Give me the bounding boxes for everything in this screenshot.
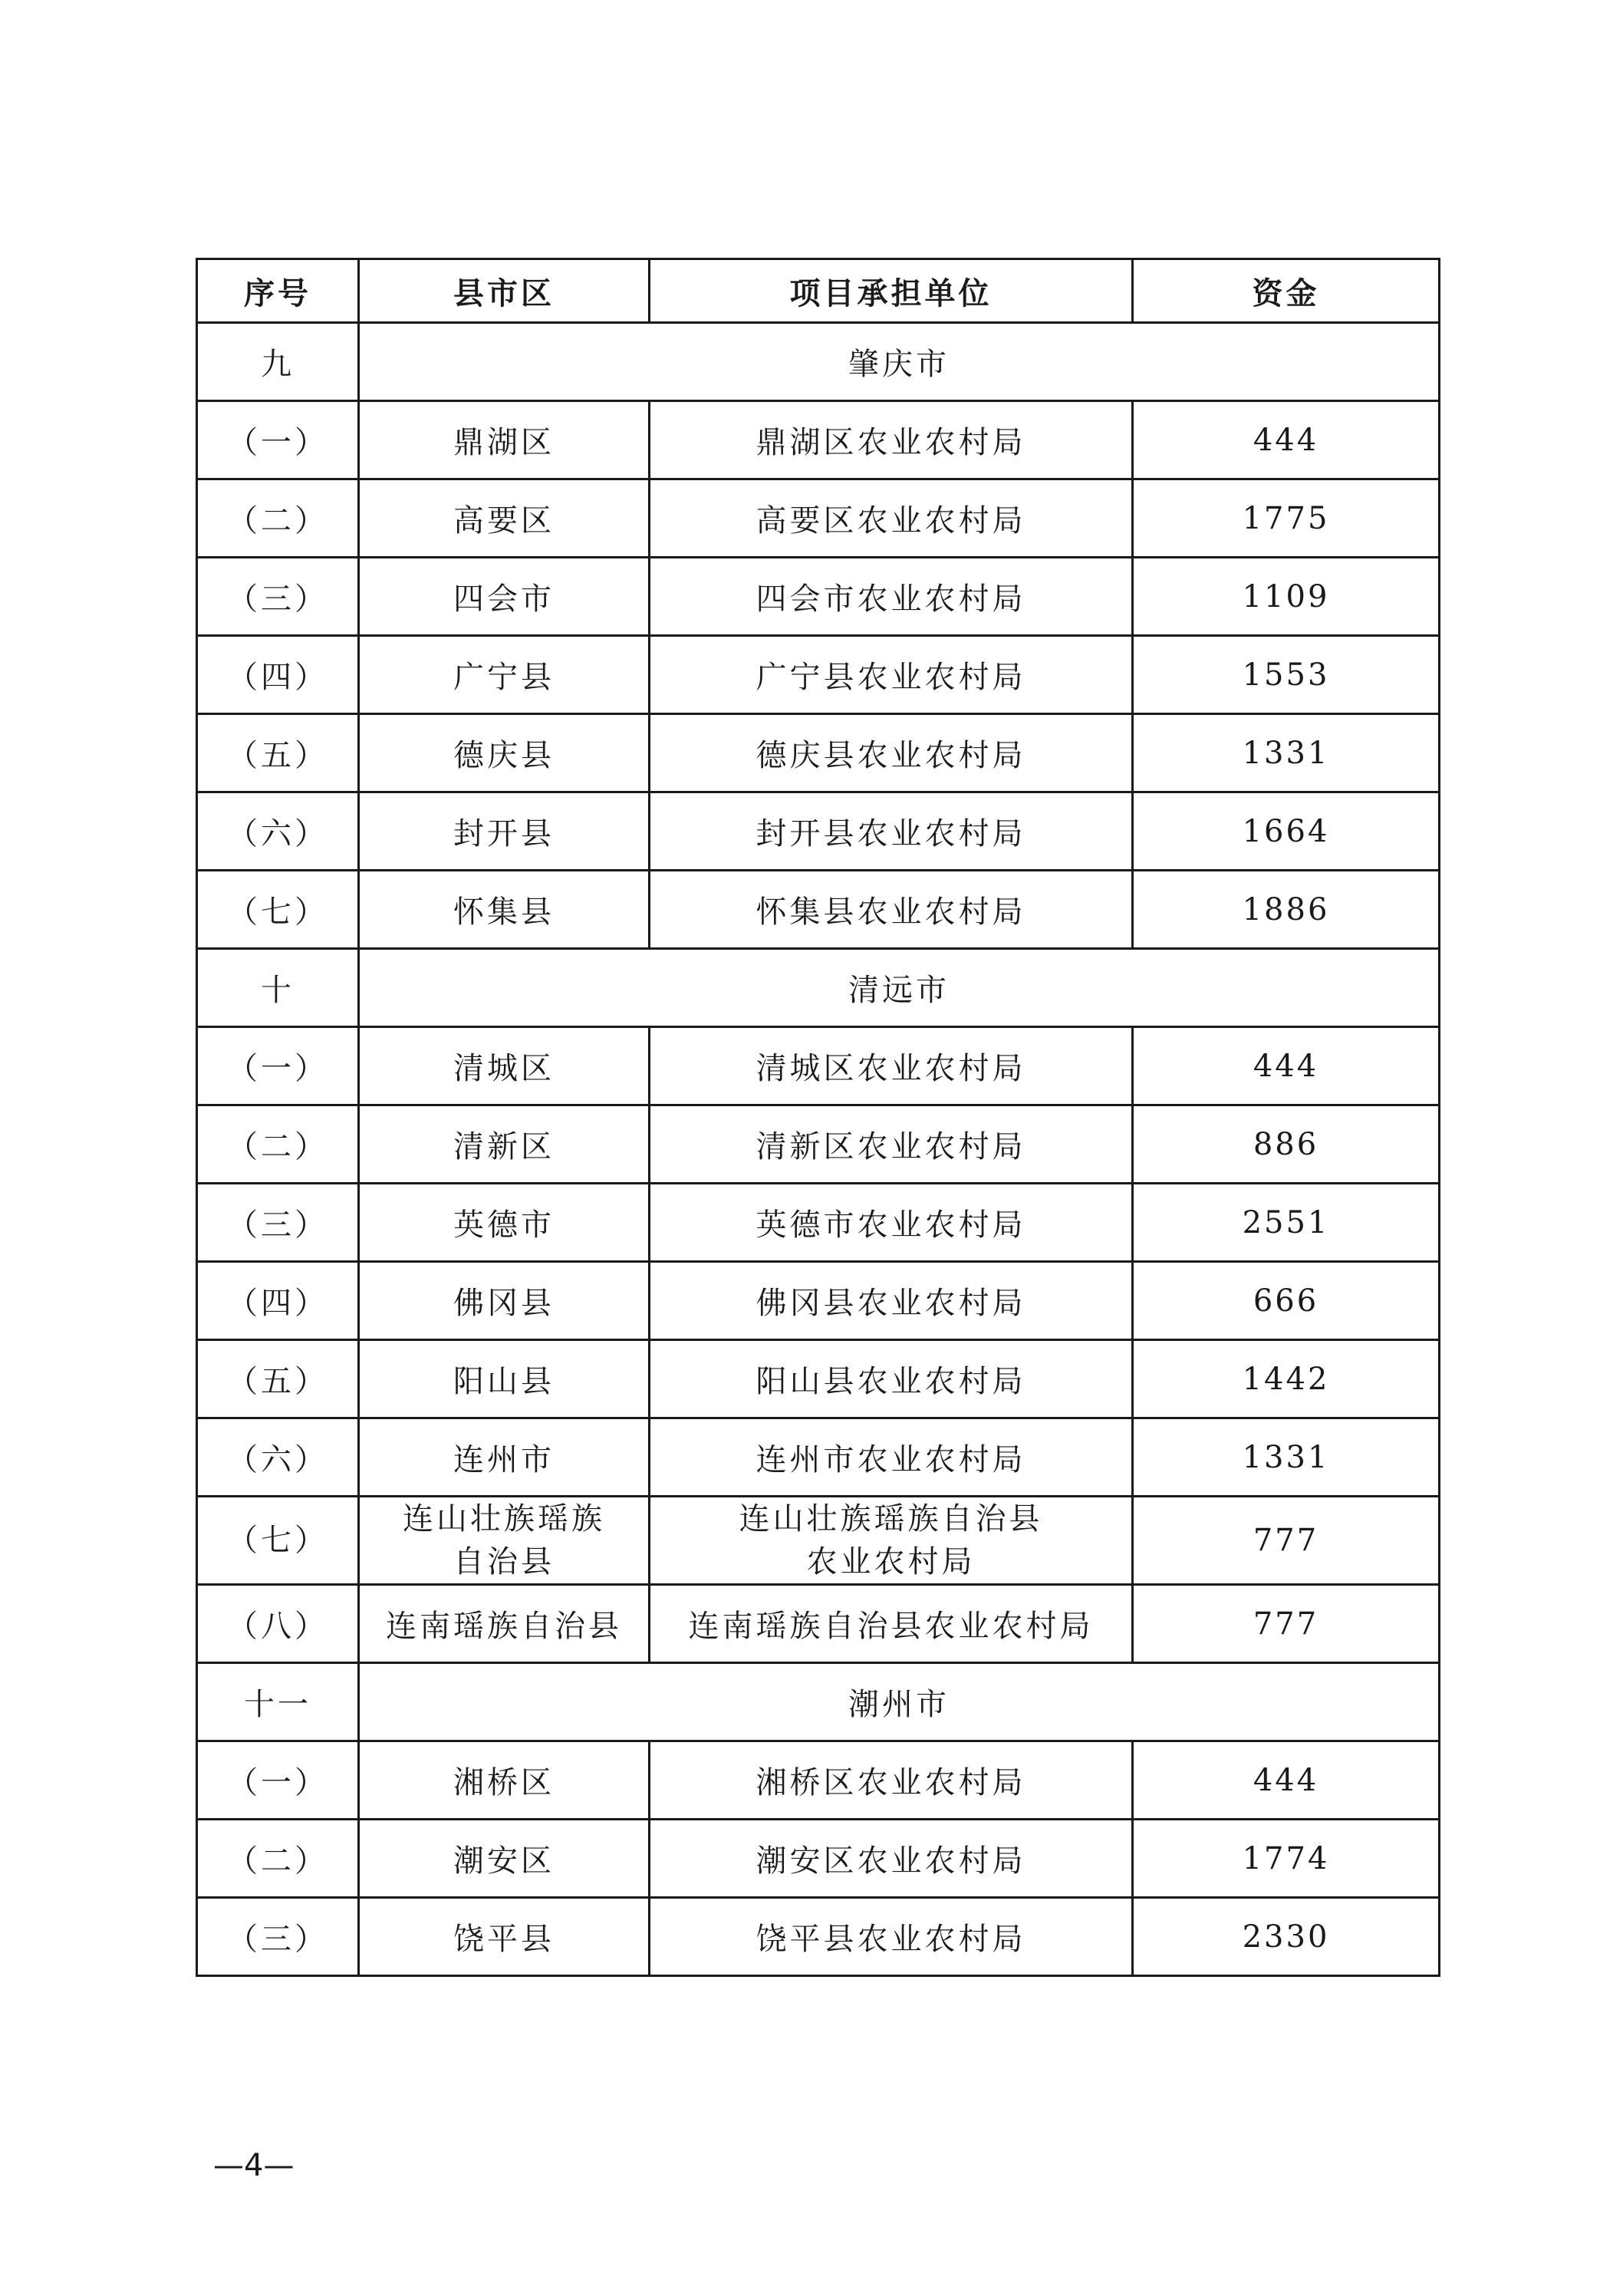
unit-cell — [650, 1497, 1133, 1585]
fund-cell: 1331 — [1133, 714, 1440, 792]
fund-cell: 1886 — [1133, 871, 1440, 949]
section-row — [197, 323, 1440, 401]
unit-cell — [650, 1820, 1133, 1898]
unit-line: 清城区农业农村局 — [756, 1051, 1026, 1086]
county-line: 清新区 — [453, 1129, 555, 1164]
county-cell — [359, 792, 650, 871]
unit-line: 连州市农业农村局 — [756, 1442, 1026, 1477]
page-number: —4— — [213, 2148, 295, 2183]
table-row — [197, 1898, 1440, 1976]
unit-cell — [650, 1105, 1133, 1184]
seq-cell: （一） — [197, 1741, 359, 1820]
county-line: 连州市 — [453, 1442, 555, 1477]
county-cell — [359, 1418, 650, 1497]
seq-cell: （三） — [197, 1898, 359, 1976]
county-cell — [359, 1184, 650, 1262]
county-line: 自治县 — [453, 1544, 555, 1580]
table-row — [197, 1027, 1440, 1105]
fund-cell: 444 — [1133, 1741, 1440, 1820]
fund-cell: 2330 — [1133, 1898, 1440, 1976]
unit-cell — [650, 871, 1133, 949]
county-line: 佛冈县 — [453, 1286, 555, 1321]
county-line: 湘桥区 — [453, 1765, 555, 1800]
county-line: 饶平县 — [453, 1922, 555, 1957]
county-line: 英德市 — [453, 1207, 555, 1243]
section-row — [197, 949, 1440, 1027]
county-cell — [359, 1340, 650, 1418]
unit-cell — [650, 1585, 1133, 1663]
table-row — [197, 636, 1440, 714]
seq-cell: （一） — [197, 401, 359, 479]
unit-line: 怀集县农业农村局 — [756, 894, 1026, 930]
table-row — [197, 558, 1440, 636]
county-cell — [359, 1497, 650, 1585]
funds-table — [196, 258, 1440, 1977]
unit-cell — [650, 1184, 1133, 1262]
section-city: 清远市 — [359, 949, 1440, 1027]
unit-cell — [650, 1340, 1133, 1418]
fund-cell: 886 — [1133, 1105, 1440, 1184]
fund-cell: 1109 — [1133, 558, 1440, 636]
county-cell — [359, 1741, 650, 1820]
unit-line: 连山壮族瑶族自治县 — [739, 1501, 1043, 1537]
unit-line: 鼎湖区农业农村局 — [756, 425, 1026, 460]
header-county: 县市区 — [359, 259, 650, 323]
table-row — [197, 1262, 1440, 1340]
table-row — [197, 1585, 1440, 1663]
unit-cell — [650, 1262, 1133, 1340]
county-line: 阳山县 — [453, 1364, 555, 1399]
county-cell — [359, 714, 650, 792]
unit-cell — [650, 401, 1133, 479]
table-row — [197, 1820, 1440, 1898]
county-cell — [359, 636, 650, 714]
seq-cell: （二） — [197, 1105, 359, 1184]
county-cell — [359, 1585, 650, 1663]
fund-cell: 2551 — [1133, 1184, 1440, 1262]
seq-cell: （五） — [197, 1340, 359, 1418]
table-row — [197, 792, 1440, 871]
section-index: 九 — [197, 323, 359, 401]
fund-cell: 1664 — [1133, 792, 1440, 871]
county-line: 潮安区 — [453, 1843, 555, 1879]
fund-cell: 777 — [1133, 1585, 1440, 1663]
seq-cell: （二） — [197, 479, 359, 558]
seq-cell: （六） — [197, 792, 359, 871]
unit-line: 清新区农业农村局 — [756, 1129, 1026, 1164]
seq-cell: （三） — [197, 1184, 359, 1262]
fund-cell: 1553 — [1133, 636, 1440, 714]
seq-cell: （七） — [197, 1497, 359, 1585]
unit-cell — [650, 1027, 1133, 1105]
fund-cell: 444 — [1133, 1027, 1440, 1105]
seq-cell: （二） — [197, 1820, 359, 1898]
unit-line: 阳山县农业农村局 — [756, 1364, 1026, 1399]
section-city: 肇庆市 — [359, 323, 1440, 401]
county-cell — [359, 1820, 650, 1898]
seq-cell: （五） — [197, 714, 359, 792]
county-cell — [359, 1027, 650, 1105]
fund-cell: 444 — [1133, 401, 1440, 479]
header-fund: 资金 — [1133, 259, 1440, 323]
fund-cell: 1442 — [1133, 1340, 1440, 1418]
county-line: 鼎湖区 — [453, 425, 555, 460]
seq-cell: （四） — [197, 1262, 359, 1340]
unit-line: 连南瑶族自治县农业农村局 — [688, 1609, 1094, 1644]
header-row — [197, 259, 1440, 323]
seq-cell: （四） — [197, 636, 359, 714]
unit-line: 饶平县农业农村局 — [756, 1922, 1026, 1957]
county-line: 广宁县 — [453, 660, 555, 695]
unit-cell — [650, 1898, 1133, 1976]
seq-cell: （八） — [197, 1585, 359, 1663]
unit-cell — [650, 1418, 1133, 1497]
unit-line: 德庆县农业农村局 — [756, 738, 1026, 773]
table-row — [197, 1184, 1440, 1262]
county-line: 连南瑶族自治县 — [386, 1609, 622, 1644]
section-index: 十一 — [197, 1663, 359, 1741]
county-cell — [359, 1898, 650, 1976]
fund-cell: 777 — [1133, 1497, 1440, 1585]
section-row — [197, 1663, 1440, 1741]
county-cell — [359, 871, 650, 949]
seq-cell: （六） — [197, 1418, 359, 1497]
funds-table-body — [197, 259, 1440, 1976]
county-line: 四会市 — [453, 581, 555, 617]
table-row — [197, 479, 1440, 558]
county-cell — [359, 1105, 650, 1184]
county-line: 怀集县 — [453, 894, 555, 930]
unit-line: 封开县农业农村局 — [756, 816, 1026, 852]
table-row — [197, 871, 1440, 949]
table-row — [197, 1741, 1440, 1820]
table-row — [197, 1418, 1440, 1497]
unit-line: 高要区农业农村局 — [756, 503, 1026, 539]
unit-line: 佛冈县农业农村局 — [756, 1286, 1026, 1321]
section-city: 潮州市 — [359, 1663, 1440, 1741]
county-line: 连山壮族瑶族 — [403, 1501, 605, 1537]
unit-line: 农业农村局 — [806, 1544, 976, 1580]
unit-line: 湘桥区农业农村局 — [756, 1765, 1026, 1800]
table-row — [197, 1105, 1440, 1184]
county-cell — [359, 401, 650, 479]
unit-cell — [650, 792, 1133, 871]
county-line: 封开县 — [453, 816, 555, 852]
unit-line: 广宁县农业农村局 — [756, 660, 1026, 695]
unit-cell — [650, 479, 1133, 558]
county-cell — [359, 479, 650, 558]
fund-cell: 1775 — [1133, 479, 1440, 558]
header-unit: 项目承担单位 — [650, 259, 1133, 323]
unit-cell — [650, 714, 1133, 792]
unit-cell — [650, 558, 1133, 636]
seq-cell: （一） — [197, 1027, 359, 1105]
table-row — [197, 1497, 1440, 1585]
unit-line: 潮安区农业农村局 — [756, 1843, 1026, 1879]
unit-cell — [650, 1741, 1133, 1820]
section-index: 十 — [197, 949, 359, 1027]
county-line: 高要区 — [453, 503, 555, 539]
county-cell — [359, 558, 650, 636]
header-seq: 序号 — [197, 259, 359, 323]
table-row — [197, 401, 1440, 479]
fund-cell: 1774 — [1133, 1820, 1440, 1898]
fund-cell: 1331 — [1133, 1418, 1440, 1497]
county-line: 清城区 — [453, 1051, 555, 1086]
unit-line: 四会市农业农村局 — [756, 581, 1026, 617]
seq-cell: （七） — [197, 871, 359, 949]
county-cell — [359, 1262, 650, 1340]
unit-cell — [650, 636, 1133, 714]
table-row — [197, 1340, 1440, 1418]
seq-cell: （三） — [197, 558, 359, 636]
county-line: 德庆县 — [453, 738, 555, 773]
table-row — [197, 714, 1440, 792]
fund-cell: 666 — [1133, 1262, 1440, 1340]
unit-line: 英德市农业农村局 — [756, 1207, 1026, 1243]
